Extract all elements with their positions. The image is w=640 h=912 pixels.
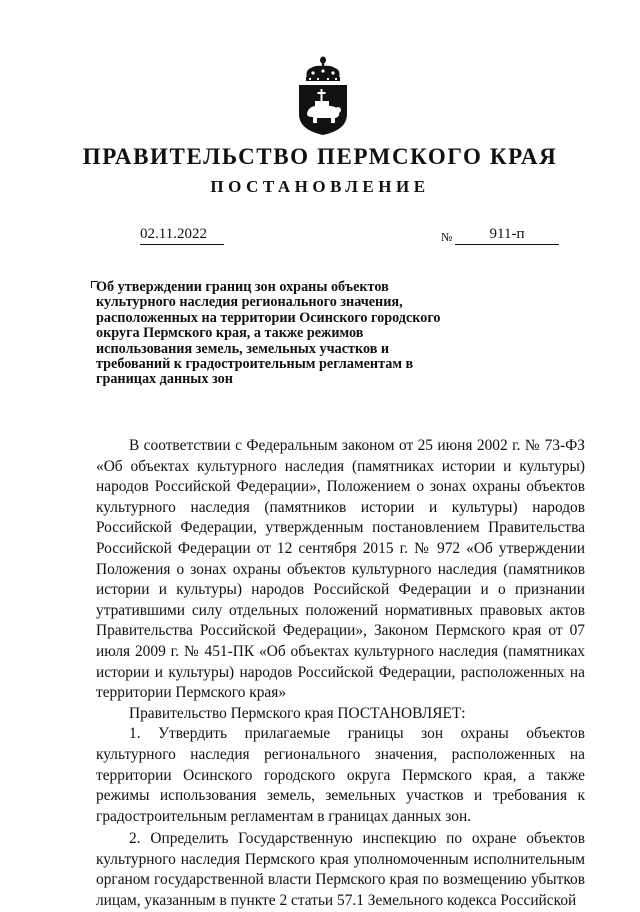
- document-body: [96, 436, 585, 912]
- perm-krai-coat-of-arms-icon: [293, 56, 353, 136]
- document-type: ПОСТАНОВЛЕНИЕ: [210, 177, 430, 196]
- document-number: 911-п: [455, 226, 559, 245]
- clause-1-paragraph: 1. Утвердить прилагаемые границы зон охраны объектов культурного наследия регионального значения, расположенных на территории Осинского городского округа Пермского края, а также режимы использования земель, земельных участков и требования к градостроительным регламентам в границах данных зон.: [96, 725, 585, 825]
- number-sign: №: [441, 230, 453, 244]
- government-title: ПРАВИТЕЛЬСТВО ПЕРМСКОГО КРАЯ: [82, 144, 558, 169]
- document-subject: Об утверждении границ зон охраны объектов культурного наследия регионального значения, расположенных на территории Осинского городского округа Пермского края, а также режимов использования земель, земельных участков и требований к градостроительным регламентам в границах данных зон: [96, 279, 441, 388]
- resolution-paragraph: Правительство Пермского края ПОСТАНОВЛЯЕТ:: [129, 704, 466, 722]
- document-date: 02.11.2022: [140, 226, 224, 245]
- preamble-paragraph: В соответствии с Федеральным законом от 25 июня 2002 г. № 73-ФЗ «Об объектах культурного наследия (памятниках истории и культуры) народов Российской Федерации», Положением о зонах охраны объектов культурного наследия (памятников истории и культуры) народов Российской Федерации, утвержденным постановлением Правительства Российской Федерации от 12 сентября 2015 г. № 972 «Об утверждении Положения о зонах охраны объектов культурного наследия (памятников истории и культуры) народов Российской Федерации и о признании утратившими силу отдельных положений нормативных правовых актов Правительства Российской Федерации», Законом Пермского края от 07 июля 2009 г. № 451-ПК «Об объектах культурного наследия (памятниках истории и культуры) народов Российской Федерации, расположенных на территории Пермского края»: [96, 437, 585, 702]
- clause-2-paragraph: 2. Определить Государственную инспекцию по охране объектов культурного наследия Пермского края уполномоченным исполнительным органом государственной власти Пермского края по возмещению убытков лицам, указанным в пункте 2 статьи 57.1 Земельного кодекса Российской: [96, 830, 585, 910]
